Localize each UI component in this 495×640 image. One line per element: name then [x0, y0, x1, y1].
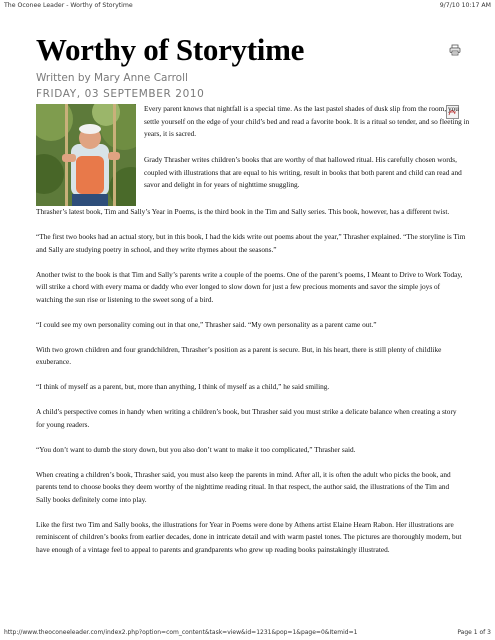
intro-paragraph-1: Every parent knows that nightfall is a special time. As the last pastel shades of dusk slip from the room, you settle yourself on the edge of your child’s bed and read a favorite book. It is a ritual so tender, and so fleeting in years, it is sacred.	[144, 104, 470, 138]
article-author: Written by Mary Anne Carroll	[36, 72, 188, 84]
article-title: Worthy of Storytime	[36, 32, 305, 67]
body-paragraph: Another twist to the book is that Tim and Sally’s parents write a couple of the poems. One of the parent’s poems, I Meant to Drive to Work Today, will strike a chord with every mama or daddy who ever longed to slow down for just a few precious moments and savor the simple joys of watching the sun rise or listening to the sweet song of a bird.	[36, 269, 463, 304]
page-header-title: The Oconee Leader - Worthy of Storytime	[4, 2, 133, 9]
body-paragraph: “I could see my own personality coming out in that one,” Thrasher said. “My own personality as a parent came out.”	[36, 319, 377, 329]
page-footer-number: Page 1 of 3	[457, 629, 491, 636]
page-footer-url: http://www.theoconeeleader.com/index2.php?option=com_content&task=view&id=1231&pop=1&page=0&Itemid=1	[4, 629, 358, 636]
body-paragraph: When creating a children’s book, Thrasher said, you must also keep the parents in mind. After all, it is often the adult who picks the book, and parents tend to choose books they deem worthy of the nighttime reading ritual. In that respect, the author said, the illustrations of the Tim and Sally books definitely come into play.	[36, 469, 451, 504]
intro-paragraph-2: Grady Thrasher writes children’s books that are worthy of that hallowed ritual. His carefully chosen words, coupled with illustrations that are equal to his writing, result in books that both parent and child can read and savor and delight in for years of nighttime snuggling.	[144, 155, 462, 189]
body-paragraph: Thrasher’s latest book, Tim and Sally’s Year in Poems, is the third book in the Tim and Sally series. This book, however, has a different twist.	[36, 207, 450, 216]
body-paragraph: “You don’t want to dumb the story down, but you also don’t want to make it too complicated,” Thrasher said.	[36, 444, 356, 454]
body-paragraph: Like the first two Tim and Sally books, the illustrations for Year in Poems were done by Athens artist Elaine Hearn Rabon. Her illustrations are reminiscent of children’s books from earlier decades, done in intricate detail and with warm pastel tones. The pictures are thoroughly modern, but have enough of a vintage feel to appeal to parents and grandparents who grew up reading books painstakingly illustrated.	[36, 519, 462, 554]
print-icon[interactable]	[449, 44, 461, 56]
article-body	[36, 206, 466, 569]
body-paragraph: A child’s perspective comes in handy when writing a children’s book, but Thrasher said you must strike a delicate balance when creating a story for young readers.	[36, 407, 457, 429]
page-header-timestamp: 9/7/10 10:17 AM	[439, 2, 491, 9]
article-date: FRIDAY, 03 SEPTEMBER 2010	[36, 88, 205, 100]
author-photo	[36, 104, 136, 206]
body-paragraph: “I think of myself as a parent, but, more than anything, I think of myself as a child,” he said smiling.	[36, 382, 330, 391]
body-paragraph: “The first two books had an actual story, but in this book, I had the kids write out poems about the year,” Thrasher explained. “The storyline is Tim and Sally are studying poetry in school, and they write rhymes about the seasons.”	[36, 232, 466, 254]
body-paragraph: With two grown children and four grandchildren, Thrasher’s position as a parent is secure. But, in his heart, there is still plenty of childlike exuberance.	[36, 344, 442, 366]
